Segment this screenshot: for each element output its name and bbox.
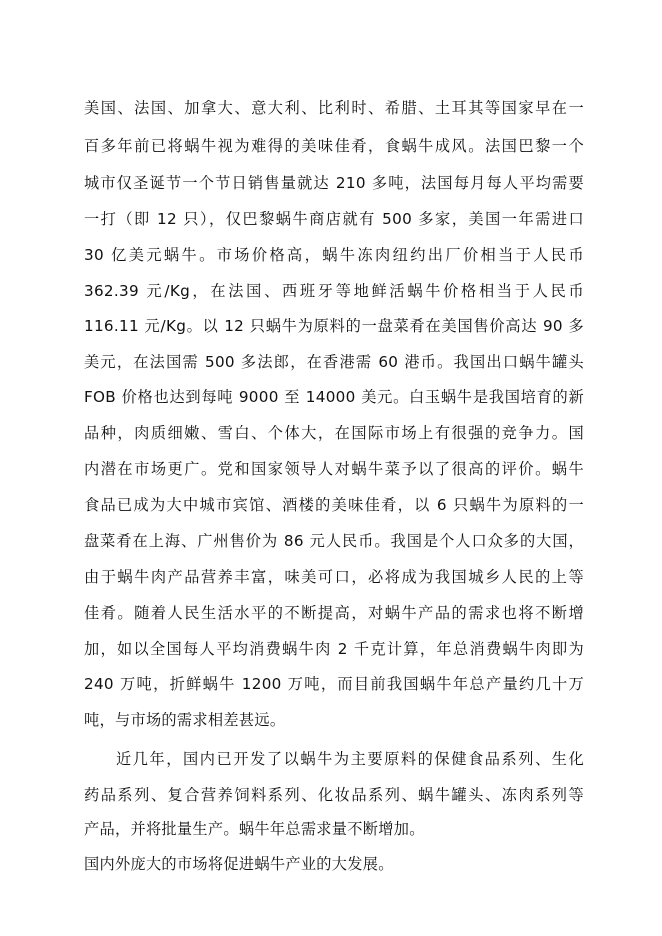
text-line: 加，如以全国每人平均消费蜗牛肉 2 千克计算，年总消费蜗牛肉即为	[84, 640, 584, 658]
text-line: 城市仅圣诞节一个节日销售量就达 210 多吨，法国每月每人平均需要	[84, 174, 584, 192]
text-line: 产品，并将批量生产。蜗牛年总需求量不断增加。	[84, 820, 425, 838]
text-line: 362.39 元/Kg，在法国、西班牙等地鲜活蜗牛价格相当于人民币	[84, 282, 584, 300]
text-line: 百多年前已将蜗牛视为难得的美味佳肴，食蜗牛成风。法国巴黎一个	[84, 137, 584, 155]
text-line: FOB 价格也达到每吨 9000 至 14000 美元。白玉蜗牛是我国培育的新	[84, 388, 584, 406]
text-line: 由于蜗牛肉产品营养丰富，味美可口，必将成为我国城乡人民的上等	[84, 568, 584, 586]
text-line: 吨，与市场的需求相差甚远。	[84, 711, 286, 729]
text-line: 品种，肉质细嫩、雪白、个体大，在国际市场上有很强的竞争力。国	[84, 424, 584, 442]
text-line: 佳肴。随着人民生活水平的不断提高，对蜗牛产品的需求也将不断增	[84, 604, 584, 622]
text-line: 药品系列、复合营养饲料系列、化妆品系列、蜗牛罐头、冻肉系列等	[84, 786, 584, 804]
text-line: 30 亿美元蜗牛。市场价格高，蜗牛冻肉纽约出厂价相当于人民币	[84, 246, 584, 264]
text-line: 近几年，国内已开发了以蜗牛为主要原料的保健食品系列、生化	[116, 750, 584, 768]
text-line: 内潜在市场更广。党和国家领导人对蜗牛菜予以了很高的评价。蜗牛	[84, 460, 584, 478]
text-line: 一打（即 12 只），仅巴黎蜗牛商店就有 500 多家，美国一年需进口	[84, 210, 584, 228]
text-line: 美元，在法国需 500 多法郎，在香港需 60 港币。我国出口蜗牛罐头	[84, 353, 584, 371]
text-line: 国内外庞大的市场将促进蜗牛产业的大发展。	[84, 855, 394, 873]
text-line: 116.11 元/Kg。以 12 只蜗牛为原料的一盘菜肴在美国售价高达 90 多	[84, 317, 584, 335]
text-line: 美国、法国、加拿大、意大利、比利时、希腊、土耳其等国家早在一	[84, 99, 584, 117]
text-line: 盘菜肴在上海、广州售价为 86 元人民币。我国是个人口众多的大国，	[84, 532, 584, 550]
text-line: 240 万吨，折鲜蜗牛 1200 万吨，而目前我国蜗牛年总产量约几十万	[84, 675, 584, 693]
text-line: 食品已成为大中城市宾馆、酒楼的美味佳肴，以 6 只蜗牛为原料的一	[84, 496, 584, 514]
